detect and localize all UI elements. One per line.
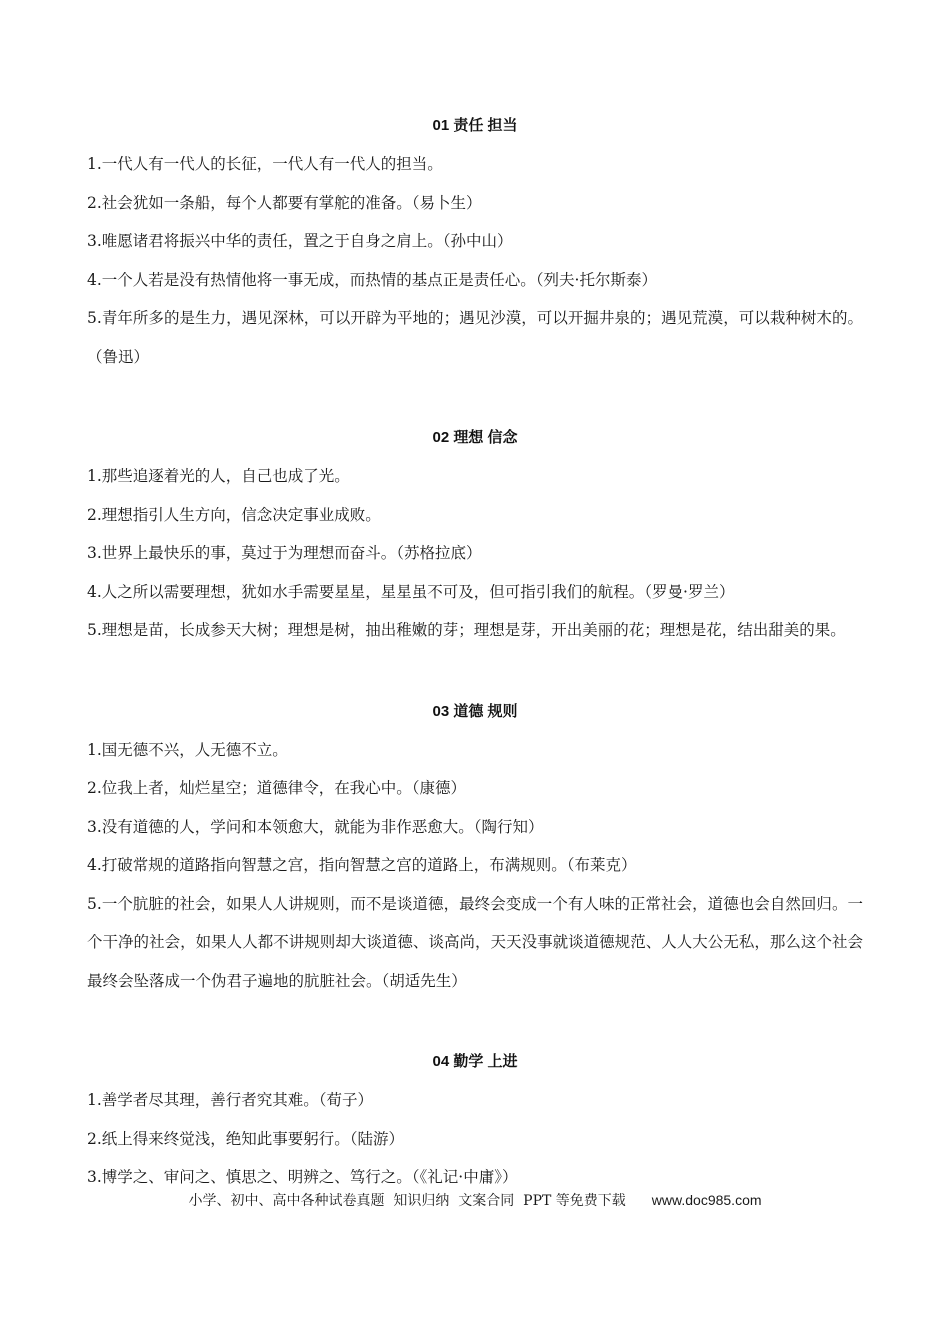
quote-item: 3.唯愿诸君将振兴中华的责任，置之于自身之肩上。（孙中山） [87,232,513,250]
quote-item: 1.国无德不兴，人无德不立。 [87,740,288,759]
quote-item: 1.善学者尽其理，善行者究其难。（荀子） [87,1091,374,1109]
quote-item: 3.世界上最快乐的事，莫过于为理想而奋斗。（苏格拉底） [87,544,482,562]
section-title: 02 理想 信念 [432,429,518,446]
quote-item: 4.人之所以需要理想，犹如水手需要星星，星星虽不可及，但可指引我们的航程。（罗曼·罗兰） [87,582,735,601]
quote-item: 5.理想是苗，长成参天大树；理想是树，抽出稚嫩的芽；理想是芽，开出美丽的花；理想是花，结出甜美的果。 [87,621,846,639]
section-ideals [87,422,863,650]
quote-item: 2.位我上者，灿烂星空；道德律令，在我心中。（康德） [87,779,467,797]
footer-url[interactable]: www.doc985.com [651,1192,762,1208]
quote-item: 5.青年所多的是生力，遇见深林，可以开辟为平地的；遇见沙漠，可以开掘井泉的；遇见荒漠，可以栽种树木的。（鲁迅） [87,309,863,366]
quote-item: 3.没有道德的人，学问和本领愈大，就能为非作恶愈大。（陶行知） [87,817,544,836]
quote-item: 3.博学之、审问之、慎思之、明辨之、笃行之。（《礼记·中庸》） [87,1168,518,1186]
quote-item: 2.纸上得来终觉浅，绝知此事要躬行。（陆游） [87,1129,405,1148]
quote-item: 1.一代人有一代人的长征，一代人有一代人的担当。 [87,155,443,173]
quote-item: 4.打破常规的道路指向智慧之宫，指向智慧之宫的道路上，布满规则。（布莱克） [87,856,637,874]
document-body [87,110,863,1197]
quote-item: 5.一个肮脏的社会，如果人人讲规则，而不是谈道德，最终会变成一个有人味的正常社会，道德也会自然回归。一个干净的社会，如果人人都不讲规则却大谈道德、谈高尚，天天没事就谈道德规范、人人大公无私，那么这个社会最终会坠落成一个伪君子遍地的肮脏社会。（胡适先生） [87,894,863,990]
quote-item: 2.社会犹如一条船，每个人都要有掌舵的准备。（易卜生） [87,193,482,212]
section-diligence [87,1046,863,1197]
quote-item: 1.那些追逐着光的人，自己也成了光。 [87,467,350,485]
section-title: 01 责任 担当 [432,117,518,134]
quote-item: 4.一个人若是没有热情他将一事无成，而热情的基点正是责任心。（列夫·托尔斯泰） [87,270,657,289]
section-responsibility [87,110,863,376]
quote-item: 2.理想指引人生方向，信念决定事业成败。 [87,505,381,524]
section-title: 04 勤学 上进 [432,1053,518,1070]
page-footer [0,1190,950,1211]
section-title: 03 道德 规则 [432,702,518,720]
section-morality [87,696,863,1001]
footer-text: 小学、初中、高中各种试卷真题 知识归纳 文案合同 PPT 等免费下载 [188,1193,626,1209]
